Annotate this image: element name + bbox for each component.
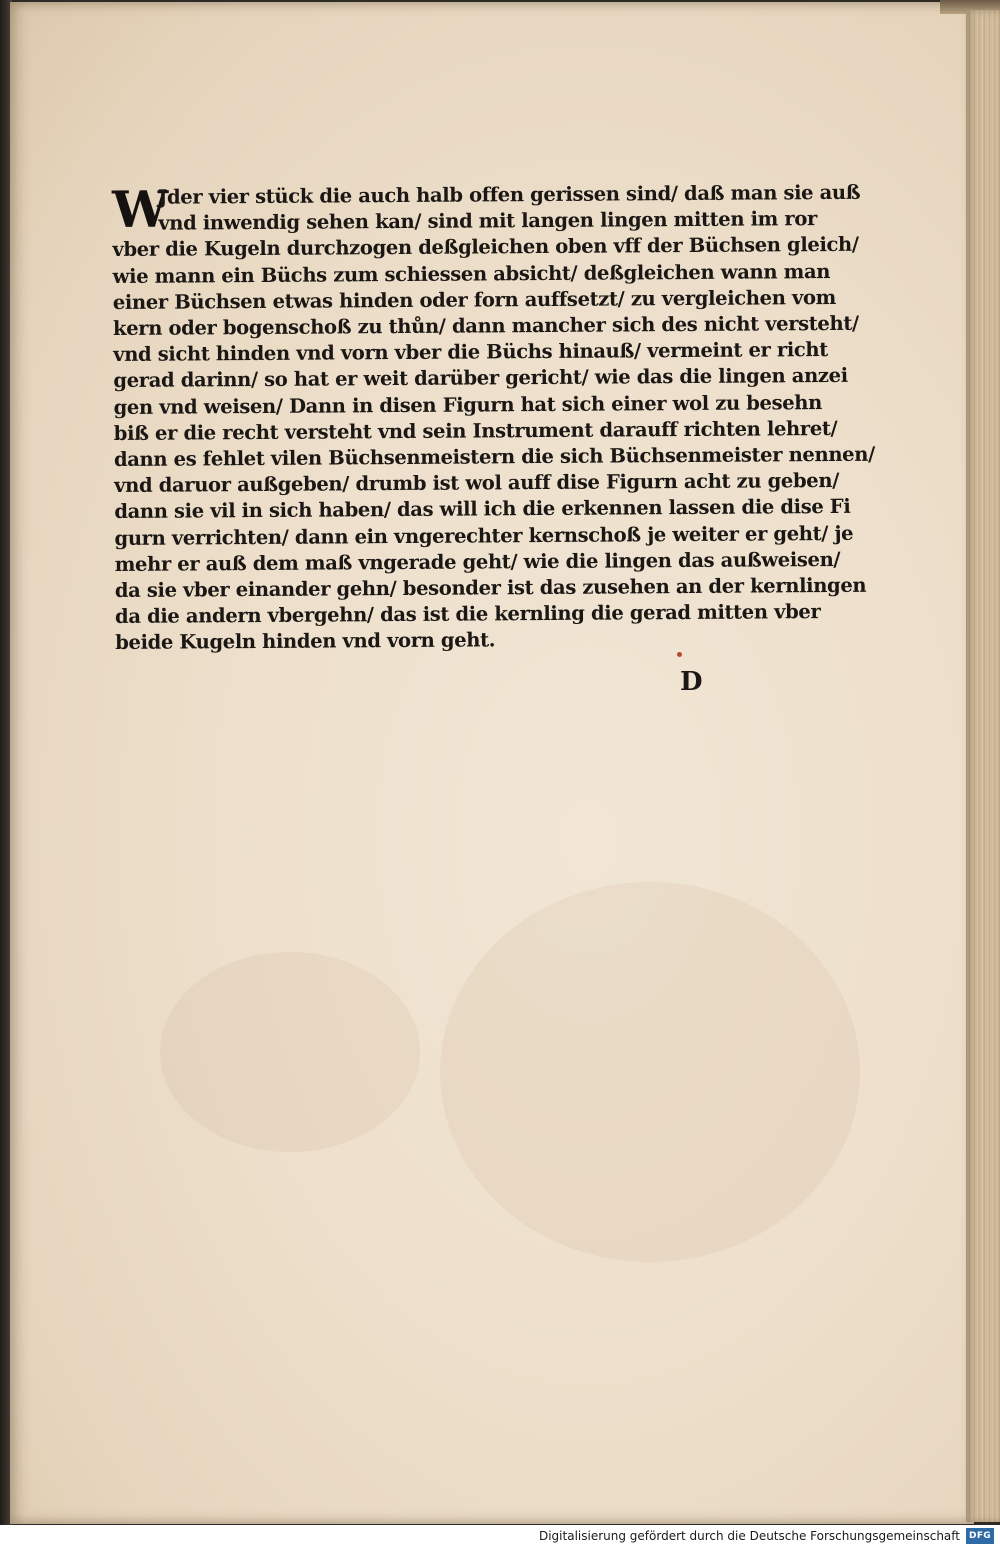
text-line-9: gen vnd weisen/ Dann in disen Figurn hat sich einer wol zu besehn [113,390,823,419]
text-line-12: vnd daruor außgeben/ drumb ist wol auff dise Figurn acht zu geben/ [114,469,840,498]
initial-letter: W [111,179,169,239]
dfg-logo: DFG [966,1528,994,1544]
text-line-4: wie mann ein Büchs zum schiessen absicht/ deßgleichen wann man [112,259,831,288]
text-line-8: gerad darinn/ so hat er weit darüber gericht/ wie das die lingen anzei [113,364,848,393]
text-line-1: Jder vier stück die auch halb offen gerissen sind/ daß man sie auß [158,180,861,209]
funding-credit: Digitalisierung gefördert durch die Deutsche Forschungsgemeinschaft [538,1529,960,1543]
text-line-7: vnd sicht hinden vnd vorn vber die Büchs hinauß/ vermeint er richt [113,338,828,367]
text-line-15: mehr er auß dem maß vngerade geht/ wie die lingen das außweisen/ [114,547,841,576]
text-line-10: biß er die recht versteht vnd sein Instrument darauff richten lehret/ [113,416,838,445]
footer-bar [0,1525,1000,1548]
rubric-dot [677,652,682,657]
paper-stain [440,882,860,1262]
text-line-16: da sie vber einander gehn/ besonder ist das zusehen an der kernlingen [114,573,867,603]
catchword: D [680,667,703,697]
text-line-11: dann es fehlet vilen Büchsenmeistern die sich Büchsenmeister nennen/ [113,442,875,472]
text-line-17: da die andern vbergehn/ das ist die kernling die gerad mitten vber [114,600,821,629]
text-line-3: vber die Kugeln durchzogen deßgleichen oben vff der Büchsen gleich/ [112,233,859,262]
opening-lines [111,179,861,239]
text-line-13: dann sie vil in sich haben/ das will ich die erkennen lassen die dise Fi [114,495,851,524]
body-text [111,179,875,656]
text-line-14: gurn verrichten/ dann ein vngerechter kernschoß je weiter er geht/ je [114,521,854,550]
text-line-18: beide Kugeln hinden vnd vorn geht. [115,628,496,655]
page-stack-edge [966,10,1000,1522]
text-line-5: einer Büchsen etwas hinden oder forn auffsetzt/ zu vergleichen vom [112,285,836,314]
paper-stain [160,952,420,1152]
text-line-6: kern oder bogenschoß zu thůn/ dann mancher sich des nicht versteht/ [112,311,859,341]
text-line-2: vnd inwendig sehen kan/ sind mit langen lingen mitten im ror [158,207,817,235]
